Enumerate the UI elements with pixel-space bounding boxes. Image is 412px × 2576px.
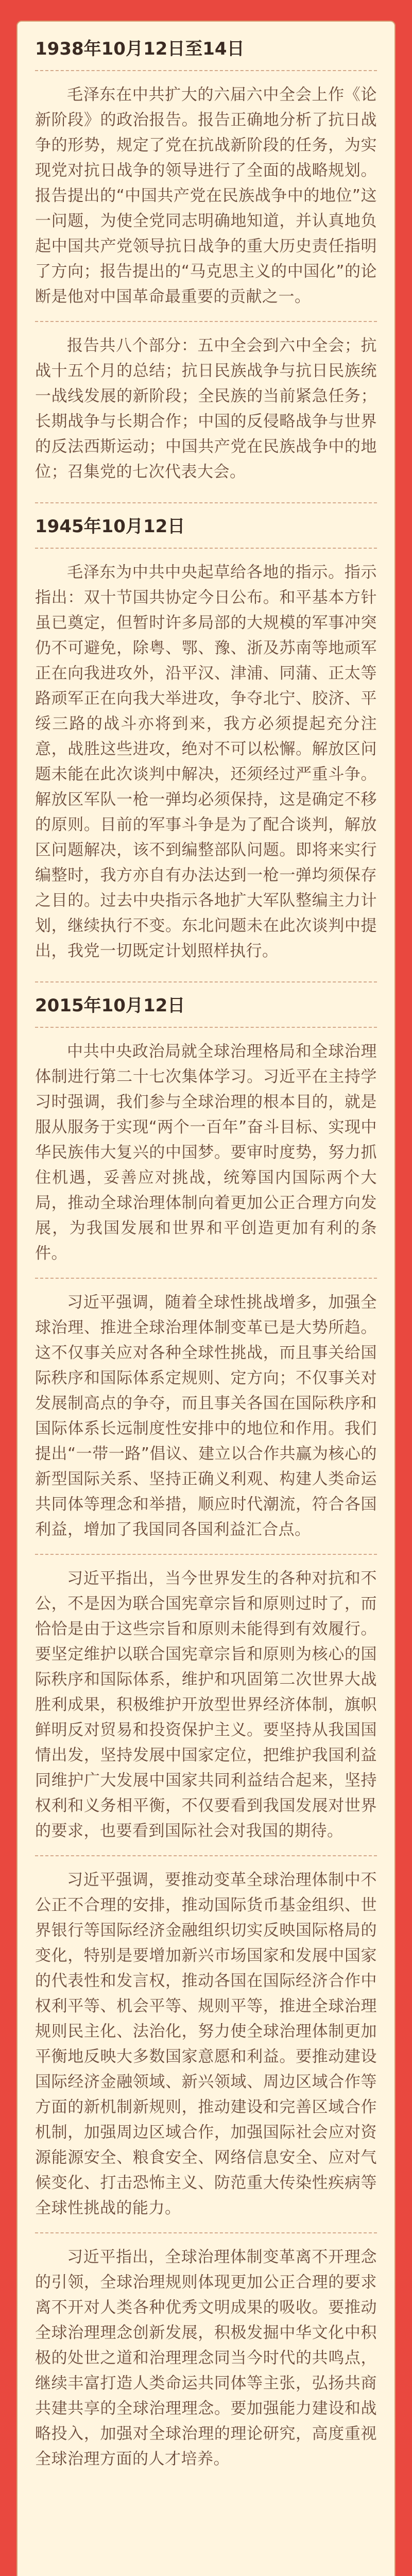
paragraph: 习近平指出，当今世界发生的各种对抗和不公，不是因为联合国宪章宗旨和原则过时了，而恰恰是由于这些宗旨和原则未能得到有效履行。要坚定维护以联合国宪章宗旨和原则为核心的国际秩序和国际体系，维护和巩固第二次世界大战胜利成果，积极维护开放型世界经济体制，旗帜鲜明反对贸易和投资保护主义。要坚持从我国国情出发，坚持发展中国家定位，把维护我国利益同维护广大发展中国家共同利益结合起来，坚持权利和义务相平衡，不仅要看到我国发展对世界的要求，也要看到国际社会对我国的期待。 <box>35 1569 377 1840</box>
section-2015 <box>35 994 377 2472</box>
date-title: 1945年10月12日 <box>35 516 185 537</box>
section-1938 <box>35 37 377 485</box>
paragraph: 报告共八个部分：五中全会到六中全会；抗战十五个月的总结；抗日民族战争与抗日民族统一战线发展的新阶段；全民族的当前紧急任务；长期战争与长期合作；中国的反侵略战争与世界的反法西斯运动；中国共产党在民族战争中的地位；召集党的七次代表大会。 <box>35 336 377 481</box>
date-title: 2015年10月12日 <box>35 995 185 1016</box>
paragraph: 毛泽东为中共中央起草给各地的指示。指示指出：双十节国共协定今日公布。和平基本方针虽已奠定，但暂时许多局部的大规模的军事冲突仍不可避免，除粤、鄂、豫、浙及苏南等地顽军正在向我进攻外，沿平汉、津浦、同蒲、正太等路顽军正在向我大举进攻，争夺北宁、胶济、平绥三路的战斗亦将到来，我方必须提起充分注意，战胜这些进攻，绝对不可以松懈。解放区问题未能在此次谈判中解决，还须经过严重斗争。解放区军队一枪一弹均必须保持，这是确定不移的原则。目前的军事斗争是为了配合谈判，解放区问题解决，该不到编整部队问题。即将来实行编整时，我方亦自有办法达到一枪一弹均须保存之目的。过去中央指示各地扩大军队整编主力计划，继续执行不变。东北问题未在此次谈判中提出，我党一切既定计划照样执行。 <box>35 563 377 960</box>
paragraph: 毛泽东在中共扩大的六届六中全会上作《论新阶段》的政治报告。报告正确地分析了抗日战争的形势，规定了党在抗战新阶段的任务，为实现党对抗日战争的领导进行了全面的战略规划。报告提出的“中国共产党在民族战争中的地位”这一问题，为使全党同志明确地知道，并认真地负起中国共产党领导抗日战争的重大历史责任指明了方向；报告提出的“马克思主义的中国化”的论断是他对中国革命最重要的贡献之一。 <box>35 86 377 306</box>
dashed-divider <box>35 70 377 71</box>
section-1945 <box>35 515 377 964</box>
dashed-divider <box>35 502 377 503</box>
paragraph: 习近平指出，全球治理体制变革离不开理念的引领，全球治理规则体现更加公正合理的要求离不开对人类各种优秀文明成果的吸收。要推动全球治理理念创新发展，积极发掘中华文化中积极的处世之道和治理理念同当今时代的共鸣点，继续丰富打造人类命运共同体等主张，弘扬共商共建共享的全球治理理念。要加强能力建设和战略投入，加强对全球治理的理论研究，高度重视全球治理方面的人才培养。 <box>35 2248 377 2468</box>
content-card <box>16 21 396 2576</box>
dashed-divider <box>35 2232 377 2233</box>
dashed-divider <box>35 981 377 982</box>
dashed-divider <box>35 1554 377 1555</box>
dashed-divider <box>35 1278 377 1279</box>
dashed-divider <box>35 321 377 322</box>
dashed-divider <box>35 1027 377 1028</box>
paragraph: 习近平强调，要推动变革全球治理体制中不公正不合理的安排，推动国际货币基金组织、世界银行等国际经济金融组织切实反映国际格局的变化，特别是要增加新兴市场国家和发展中国家的代表性和发言权，推动各国在国际经济合作中权利平等、机会平等、规则平等，推进全球治理规则民主化、法治化，努力使全球治理体制更加平衡地反映大多数国家意愿和利益。要推动建设国际经济金融领域、新兴领域、周边区域合作等方面的新机制新规则，推动建设和完善区域合作机制，加强周边区域合作，加强国际社会应对资源能源安全、粮食安全、网络信息安全、应对气候变化、打击恐怖主义、防范重大传染性疾病等全球性挑战的能力。 <box>35 1871 377 2217</box>
dashed-divider <box>35 1855 377 1856</box>
dashed-divider <box>35 548 377 549</box>
paragraph: 习近平强调，随着全球性挑战增多，加强全球治理、推进全球治理体制变革已是大势所趋。这不仅事关应对各种全球性挑战，而且事关给国际秩序和国际体系定规则、定方向；不仅事关对发展制高点的争夺，而且事关各国在国际秩序和国际体系长远制度性安排中的地位和作用。我们提出“一带一路”倡议、建立以合作共赢为核心的新型国际关系、坚持正确义利观、构建人类命运共同体等理念和举措，顺应时代潮流，符合各国利益，增加了我国同各国利益汇合点。 <box>35 1293 377 1539</box>
date-title: 1938年10月12日至14日 <box>35 39 245 59</box>
paragraph: 中共中央政治局就全球治理格局和全球治理体制进行第二十七次集体学习。习近平在主持学习时强调，我们参与全球治理的根本目的，就是服从服务于实现“两个一百年”奋斗目标、实现中华民族伟大复兴的中国梦。要审时度势，努力抓住机遇，妥善应对挑战，统筹国内国际两个大局，推动全球治理体制向着更加公正合理方向发展，为我国发展和世界和平创造更加有利的条件。 <box>35 1042 377 1263</box>
